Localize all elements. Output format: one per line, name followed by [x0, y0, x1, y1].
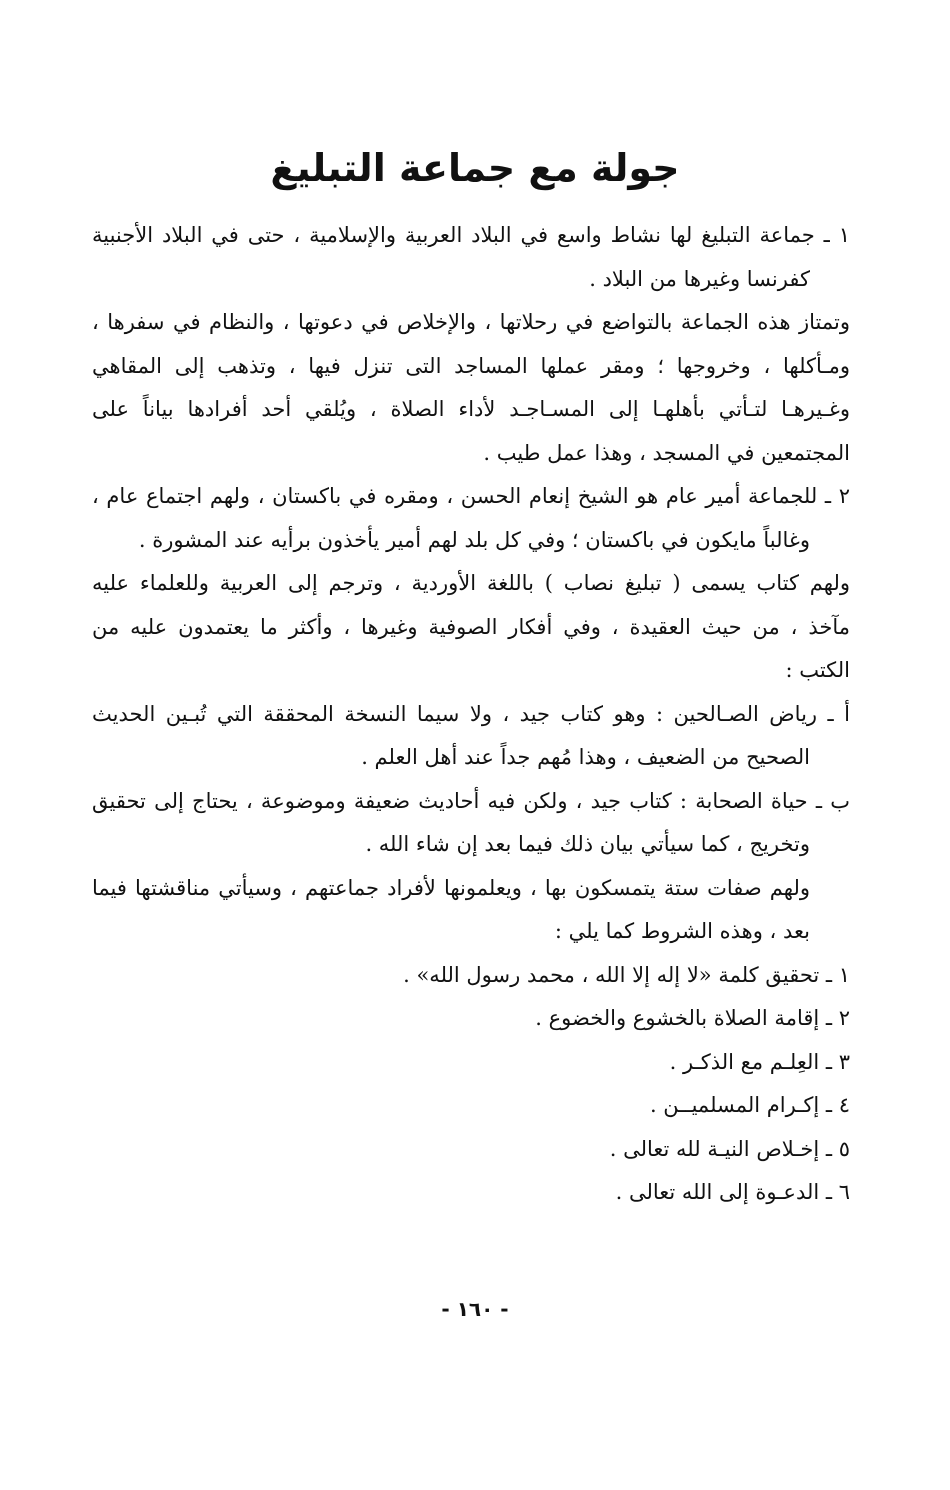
- page-title: جولة مع جماعة التبليغ: [270, 146, 680, 190]
- text-line: كفرنسا وغيرها من البلاد .: [589, 266, 810, 291]
- text-line: ولهم صفات ستة يتمسكون بها ، ويعلمونها لأفراد جماعتهم ، وسيأتي مناقشتها فيما: [92, 875, 810, 900]
- text-line: مآخذ ، من حيث العقيدة ، وفي أفكار الصوفية وغيرها ، وأكثر ما يعتمدون عليه من: [92, 614, 850, 639]
- text-line: وغـيرهـا لتـأتي بأهلهـا إلى المسـاجـد لأداء الصلاة ، ويُلقي أحد أفرادها بياناً على: [92, 397, 850, 421]
- page-body: [92, 214, 850, 1215]
- list-item: ١ ـ تحقيق كلمة «لا إله إلا الله ، محمد رسول الله» .: [403, 962, 850, 987]
- text-line: وتمتاز هذه الجماعة بالتواضع في رحلاتها ، والإخلاص في دعوتها ، والنظام في سفرها ،: [92, 310, 850, 334]
- list-item: ٥ ـ إخـلاص النيـة لله تعالى .: [609, 1136, 850, 1161]
- text-line: ب ـ حياة الصحابة : كتاب جيد ، ولكن فيه أحاديث ضعيفة وموضوعة ، يحتاج إلى تحقيق: [92, 788, 850, 813]
- text-line: ٢ ـ للجماعة أمير عام هو الشيخ إنعام الحسن ، ومقره في باكستان ، ولهم اجتماع عام ،: [92, 484, 850, 508]
- text-line: أ ـ رياض الصـالحين : وهو كتاب جيد ، ولا سيما النسخة المحققة التي تُبـين الحديث: [92, 701, 850, 726]
- list-item: ٣ ـ العِلـم مع الذكـر .: [669, 1049, 850, 1074]
- list-item: ٢ ـ إقامة الصلاة بالخشوع والخضوع .: [535, 1006, 850, 1030]
- list-item: ٤ ـ إكـرام المسلميــن .: [649, 1093, 850, 1117]
- text-line: الكتب :: [785, 658, 850, 682]
- text-line: ١ ـ جماعة التبليغ لها نشاط واسع في البلاد العربية والإسلامية ، حتى في البلاد الأجنبية: [92, 223, 850, 247]
- text-line: وتخريج ، كما سيأتي بيان ذلك فيما بعد إن شاء الله .: [365, 832, 810, 856]
- text-line: ومـأكلها ، وخروجها ؛ ومقر عملها المساجد التى تنزل فيها ، وتذهب إلى المقاهي: [92, 353, 850, 378]
- text-line: المجتمعين في المسجد ، وهذا عمل طيب .: [483, 440, 850, 465]
- text-line: الصحيح من الضعيف ، وهذا مُهم جداً عند أهل العلم .: [361, 745, 810, 769]
- text-line: ولهم كتاب يسمى ( تبليغ نصاب ) باللغة الأوردية ، وترجم إلى العربية وللعلماء عليه: [92, 571, 850, 595]
- list-item: ٦ ـ الدعـوة إلى الله تعالى .: [615, 1180, 850, 1204]
- page-number: - ١٦٠ -: [441, 1297, 509, 1321]
- text-line: بعد ، وهذه الشروط كما يلي :: [554, 919, 810, 943]
- text-line: وغالباً مايكون في باكستان ؛ وفي كل بلد لهم أمير يأخذون برأيه عند المشورة .: [138, 527, 810, 552]
